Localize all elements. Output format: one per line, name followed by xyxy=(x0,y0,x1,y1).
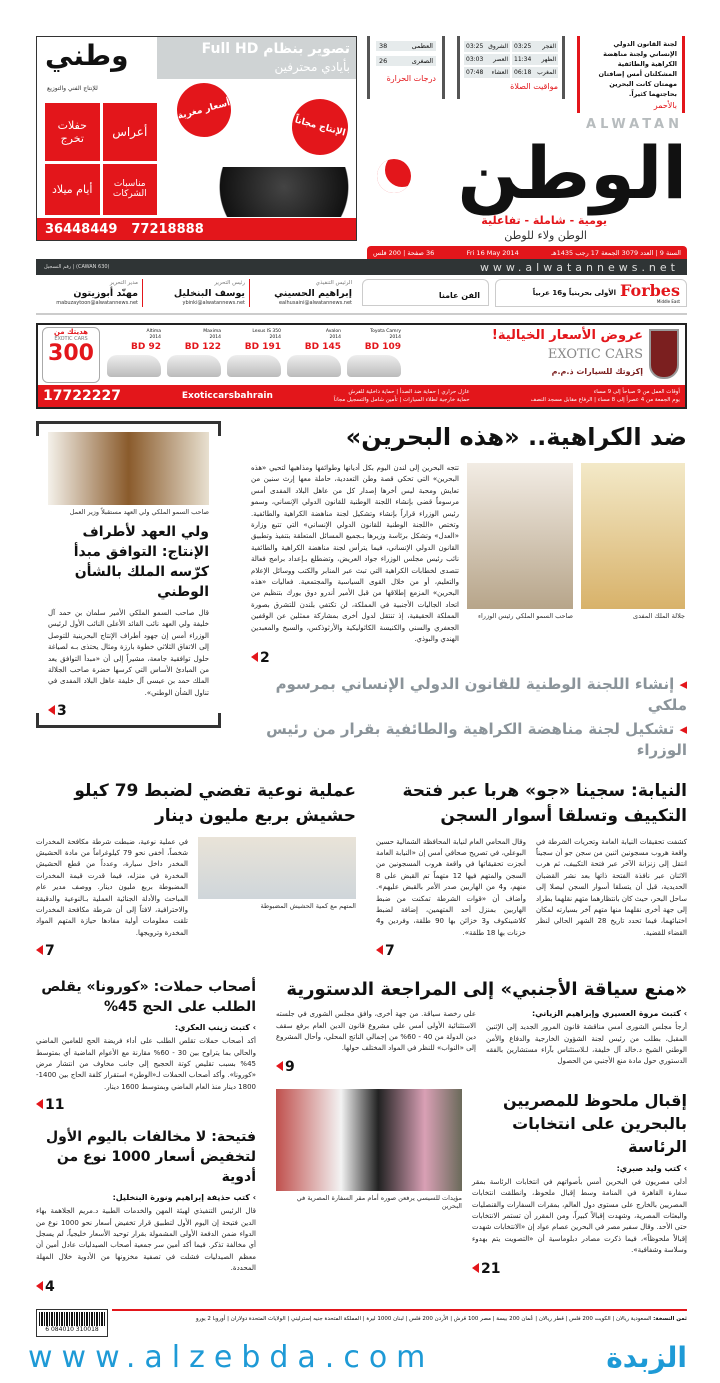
prayer-time: 07:48 xyxy=(466,69,484,76)
drugs-photo xyxy=(198,837,356,899)
prayer-name: الظهر xyxy=(541,56,556,63)
badge-free-text: الإنتاج مجاناً xyxy=(293,115,347,139)
hajj-headline[interactable]: أصحاب حملات: «كورونا» يقلص الطلب على الحج 45% xyxy=(41,979,256,1016)
staff-email[interactable]: mabuzaytoon@alwatannews.net xyxy=(56,300,138,306)
lead-bullet-1: ◂ إنشاء اللجنة الوطنية للقانون الدولي الإنساني بمرسوم ملكي xyxy=(275,674,687,714)
badge-prices xyxy=(171,77,237,143)
staff-role: رئيس التحرير xyxy=(214,280,245,286)
forbes-logo: Forbes xyxy=(620,281,680,300)
teaser-box xyxy=(577,36,685,113)
prison-headline[interactable]: النيابة: سجينا «جو» هربا عبر فتحة التكييف وتسلقا أسوار السجن xyxy=(402,780,687,826)
alfann-text: الفن عامنا xyxy=(438,291,480,300)
staff-member xyxy=(142,279,249,307)
badge-free xyxy=(286,93,355,162)
car-model: Avalon xyxy=(325,329,341,334)
car-price: BD 191 xyxy=(244,342,281,352)
car-model: Lexus IS 350 xyxy=(252,329,281,334)
instagram-handle[interactable]: Exoticcarsbahrain xyxy=(181,391,273,401)
crown-prince-photo xyxy=(48,432,209,505)
medicine-headline[interactable]: فتيحة: لا مخالفات باليوم الأول لتخفيض أسعار 1000 نوع من أدوية xyxy=(46,1129,256,1186)
camera-image xyxy=(182,167,352,217)
gift-box xyxy=(42,327,100,383)
logo-en: ALWATAN xyxy=(586,117,683,132)
car-year: 2014 xyxy=(149,335,161,340)
medicine-page-ref[interactable]: 4 xyxy=(36,1279,55,1295)
tile-2: مناسبات الشركات xyxy=(103,164,158,216)
lead-page-ref[interactable]: 2 xyxy=(251,650,459,666)
services-2: حماية خارجية لطلاء السيارات | تأمين شامل والتسجيل مجاناً xyxy=(333,397,470,403)
drugs-body: في عملية نوعية، ضبطت شرطة مكافحة المخدرات شخصاً، أخفى نحو 79 كيلوغراماً من مادة الحشيش المخدر داخل سيارة، وعدداً من قطع الحشيش المخدرة في منزله، فيما قدرت قيمة المخدرات المضبوطة بربع مليون دينار. ووصف مدير عام المباحث والأدلة الجنائية العملية بـالنوعية والدقيقة والاحترافية، لافتاً إلى أن شرطة مكافحة المخدرات تلقت معلومات أولية مفادها حيازة المتهم المواد المخدرة وترويجها. xyxy=(36,837,188,937)
car-year: 2014 xyxy=(209,335,221,340)
car-advertisement[interactable] xyxy=(36,323,687,409)
max-label: العظمى xyxy=(411,42,433,50)
prison-body-2: وقال المحامي العام لنيابة المحافظة الشمالية حسين البوعلي، في تصريح صحافي أمس إن «النيابة العامة أنجزت تحقيقاتها في واقعة هروب المسجونين من السجن والمتهم فيها 12 متهماً تم القبض على 8 منهم، و4 من الهاربين صدر الأمر بالقبض عليهم». وأضاف أن «قوات الشرطة تمكنت من ضبط الهاربين بمنزل أحد المتهمين، إضافة لضبط كلاشينكوف و3 خزائن بها 90 طلقة، وفردين و4 خزنات بها 18 طلقة». xyxy=(376,837,527,937)
egypt-byline: › كتب وليد صبري: xyxy=(472,1164,687,1173)
price-list xyxy=(112,1315,687,1324)
alfann-promo[interactable] xyxy=(362,279,489,306)
motto: الوطن ولاء للوطن xyxy=(504,229,587,242)
issue-price: 200 فلس xyxy=(373,248,402,257)
medicine-byline: › كتب حذيفة إبراهيم ونورة البنخليل: xyxy=(36,1193,256,1202)
prayer-time-3 xyxy=(464,54,510,65)
staff-member xyxy=(249,279,356,307)
car-image xyxy=(167,355,221,377)
staff-email[interactable]: ybinki@alwatannews.net xyxy=(182,300,245,306)
barcode xyxy=(36,1309,108,1337)
prayer-name: الشروق xyxy=(488,43,508,50)
min-value: 26 xyxy=(379,57,388,65)
crown-prince-box xyxy=(36,421,221,728)
staff-name: مهنّد أبوزيتون xyxy=(73,288,138,299)
car-offer xyxy=(104,329,164,385)
gift-value: 300 xyxy=(48,341,94,366)
footer xyxy=(36,1309,687,1337)
egypt-page-ref[interactable]: 21 xyxy=(472,1261,687,1277)
prayer-time: 11:34 xyxy=(514,56,532,63)
car-image xyxy=(347,355,401,377)
masthead xyxy=(36,36,687,259)
car-list xyxy=(104,329,404,385)
staff-list xyxy=(36,279,356,307)
driving-byline: › كتبت مروة العسيري وإبراهيم الزياني: xyxy=(486,1009,687,1018)
car-offer xyxy=(164,329,224,385)
gift-brand: EXOTIC CARS xyxy=(54,336,88,342)
car-brand-ar: إكزوتك للسيارات ذ.م.م xyxy=(551,367,643,376)
prison-page-ref[interactable]: 7 xyxy=(376,943,526,959)
watermark-url: www.alzebda.com xyxy=(28,1339,435,1375)
driving-body-2: على رخصة سياقة. من جهة أخرى، وافق مجلس الشورى في جلسته الاستثنائية الأولى أمس على مشروع قانون الدين العام برفع سقف دين الدولة من 40 - 60% من إجمالي الناتج المحلي، وأحال المشروع إلى «النواب» للنظر في المواد المختلف حولها. xyxy=(276,1010,476,1053)
prayer-time: 03:25 xyxy=(514,43,532,50)
crown-prince-headline[interactable]: ولي العهد لأطراف الإنتاج: التوافق مبدأ كرّسه الملك بالشأن الوطني xyxy=(73,524,209,600)
staff-role: الرئيس التنفيذي xyxy=(315,280,352,286)
driving-page-ref[interactable]: 9 xyxy=(276,1059,476,1075)
hours-1: أوقات العمل من 9 صباحاً إلى 9 مساء xyxy=(593,389,680,395)
price-label: ثمن النسخة: xyxy=(653,1315,687,1322)
car-price: BD 145 xyxy=(304,342,341,352)
driving-story xyxy=(276,977,687,1075)
hajj-page-ref[interactable]: 11 xyxy=(36,1097,64,1113)
prayer-name: العشاء xyxy=(491,69,508,76)
car-model: Maxima xyxy=(203,329,221,334)
staff-name: يوسف البنخليل xyxy=(173,288,245,299)
medicine-body: قال الرئيس التنفيذي لهيئة المهن والخدمات الطبية د.مريم الجلاهمة بهاء الدين فتيحة إن اليوم الأول لتطبيق قرار تخفيض أسعار نحو 1000 نوع من الدواء ضمن الدفعة الأولى المشمولة بقرار توحيد الأسعار خليجياً، لم يسجل أي مخالفة تذكر. فيما أكد أمين سر جمعية أصحاب الصيدليات عادل أمين أن معظم الصيدليات فشلت في تصفية مخزونها من الأدوية خلال المهلة المحددة. xyxy=(36,1207,256,1273)
drugs-page-ref[interactable]: 7 xyxy=(36,943,188,959)
prison-body-1: كشفت تحقيقات النيابة العامة وتحريات الشرطة في واقعة هروب مسجونين اثنين من سجن جو أن سجيناً انتقل إلى زنزانة الآخر عبر فتحة التكييف، ثم هرب الاثنان عبر نافذة الفتحة ذاتها بعد نشر القضبان الحديدية، قبل أن يتسلقا أسوار السجن ليصلا إلى ساحل البحر، حيث كان بانتظارهما متهم نقلهما بطراد إلى جهة أخرى نقلهما منها متهم آخر بسيارته لمكان اختبائهما، فيما تحدد تاريخ 28 الشهر الحالي لنظر القضاء للقضية. xyxy=(536,837,688,937)
pm-photo xyxy=(467,463,573,609)
min-label: الصغرى xyxy=(411,57,433,65)
temperature-box xyxy=(367,36,445,99)
ad-phone-bar xyxy=(37,218,356,240)
barcode-number: 6 084010 310018 xyxy=(45,1325,99,1333)
car-phone: 17722227 xyxy=(43,388,121,404)
lead-bullet-1-text: إنشاء اللجنة الوطنية للقانون الدولي الإنساني بمرسوم ملكي xyxy=(275,674,687,714)
car-price: BD 122 xyxy=(184,342,221,352)
crown-prince-caption: صاحب السمو الملكي ولي العهد مستقبلاً وزير العمل xyxy=(69,508,209,516)
logo-red-crescent xyxy=(377,159,411,193)
car-offer xyxy=(344,329,404,385)
prayer-time-2 xyxy=(512,54,558,65)
forbes-sub: Middle East xyxy=(656,299,680,304)
car-headline: عروض الأسعار الخيالية! xyxy=(491,328,643,343)
temperature-title: درجات الحرارة xyxy=(386,74,436,83)
staff-role: مدير التحرير xyxy=(109,280,138,286)
prayer-time: 06:18 xyxy=(514,69,532,76)
hours-2: يوم الجمعة من 4 عصراً إلى 8 مساء | الرفاع مقابل مسجد النصف xyxy=(530,397,680,403)
max-value: 38 xyxy=(379,42,388,50)
staff-email[interactable]: ealhusaini@alwatannews.net xyxy=(278,300,352,306)
prayer-time-4 xyxy=(512,67,558,78)
ad-brand-sub: للإنتاج الفني والتوزيع xyxy=(47,85,98,92)
landline-phone: 77218888 xyxy=(131,221,204,237)
car-offer xyxy=(284,329,344,385)
registration: رقم التسجيل | (CAWAN 630) xyxy=(44,264,110,270)
info-boxes xyxy=(367,36,687,113)
services-1: عازل حراري | حماية ضد الصدأ | حماية داخلية للفرش xyxy=(348,389,470,395)
hajj-story xyxy=(36,977,256,1113)
king-caption: جلالة الملك المفدى xyxy=(633,612,685,620)
forbes-text: الأولى بحرينياً و16 عربياً xyxy=(532,288,617,297)
medicine-story xyxy=(36,1127,256,1294)
car-year: 2014 xyxy=(269,335,281,340)
ad-subline: بأيادي محترفين xyxy=(274,60,350,74)
issue-pages: 36 صفحة xyxy=(407,248,435,257)
staff-member xyxy=(36,279,142,307)
crown-prince-page-ref[interactable]: 3 xyxy=(48,703,67,719)
issue-number: العدد 3079 الجمعة 17 رجب 1435هـ xyxy=(551,248,654,257)
teaser-label[interactable]: بالأحمر xyxy=(653,101,677,110)
car-ad-footer xyxy=(38,385,685,407)
teaser-text: لجنة القانون الدولي الإنساني ولجنة مناهضة الكراهية والطائفية المشكلتان أمس إضافتان مهمتان كانت البحرين بحاجتهما كثيراً. xyxy=(598,40,677,98)
forbes-promo[interactable] xyxy=(495,279,687,307)
gift-label: هديتك من xyxy=(54,328,88,336)
egypt-body: أدلى مصريون في البحرين أمس بأصواتهم في انتخابات الرئاسة بمقر سفارة القاهرة في المنامة وسط إقبال ملحوظ، وانطلقت انتخابات المصريين بالخارج على مستوى دول العالم، بمقرات السفارات والقنصليات والبعثات المصرية، وشهدت إقبالاً كبيراً، ومن المقرر أن تستمر الانتخابات حتى الأحد. وقال سفير مصر في البحرين عصام عواد إن «الانتخابات شهدت إقبالاً ملحوظاً»، فيما ذكرت مصادر دبلوماسية أن «التصويت يتم بهدوء وسلاسة وشفافية». xyxy=(472,1177,687,1255)
prayer-name: العصر xyxy=(493,56,508,63)
car-price: BD 109 xyxy=(364,342,401,352)
lead-body: تتجه البحرين إلى لندن اليوم بكل أديانها وطوائفها ومذاهبها لتحيي «هذه البحرين» التي تحكي قصة وطن التعددية، حاملة معها إرث سنين من تعايش ومحبة ليس أخرها إصدار كل من عاهل البلاد المفدى أمس مرسوماً قضى بإنشاء اللجنة الوطنية للقانون الدولي الإنساني، وسمو رئيس الوزراء قراراً بإنشاء وتشكيل لجنة مناهضة الكراهية والطائفية. وتختص «اللجنة الوطنية للقانون الدولي الإنساني» التي تتبع وزارة «العدل» وتشكل برئاسة وزيرها بـجميع المسائل المتعلقة بتنفيذ وتطبيق القانون الدولي الإنساني، فيما يترأس لجنة مناهضة الكراهية والطائفية نائب رئيس مجلس الوزراء جواد العريض، وتضطلع بـإعداد برامج فعالة تتصدى لخطابات الكراهية التي تبث عبر المنابر والكتب ووسائل الإعلام والتعليم، أو من خلال القوى السياسية والمجتمعية. فعاليات «هذه البحرين» المزمع إطلاقها من قبل الأمير أندرو دوق يورك بتنظيم من اتحاد الجاليات الأجنبية في المملكة، لن تكتفي بلندن للتشرق بصورة المملكة الحقيقية، إذ تنتقل لدول أخرى بمشاركة ممثلين عن الوقفين الجعفري والسني والكنيسة الكاثوليكية والأرثوذكس، والسيخ والمعبدين الهندي والبوذي. xyxy=(251,464,459,644)
lead-headline[interactable]: ضد الكراهية.. «هذه البحرين» xyxy=(345,423,687,451)
egypt-story xyxy=(276,1089,687,1277)
tile-3: أيام ميلاد xyxy=(45,164,100,216)
prayer-time: 03:25 xyxy=(466,43,484,50)
issue-year: السنة 9 xyxy=(659,248,681,257)
top-advertisement[interactable] xyxy=(36,36,357,241)
prison-story xyxy=(376,779,687,960)
badge-prices-text: أسعار مغرية xyxy=(176,98,232,122)
ad-tiles xyxy=(45,103,157,215)
tile-1: حفلات تخرج xyxy=(45,103,100,161)
king-photo xyxy=(581,463,685,609)
prayer-times-box xyxy=(457,36,565,99)
prayer-time-5 xyxy=(464,67,510,78)
car-model: Altima xyxy=(146,329,161,334)
hajj-byline: › كتبت زينب العكري: xyxy=(36,1023,256,1032)
drugs-story xyxy=(36,779,356,960)
exotic-logo xyxy=(649,329,679,379)
car-year: 2014 xyxy=(329,335,341,340)
prayer-time: 03:03 xyxy=(466,56,484,63)
lead-bullet-2-text: تشكيل لجنة مناهضة الكراهية والطائفية بقرار من رئيس الوزراء xyxy=(266,719,687,759)
egypt-photo xyxy=(276,1089,462,1191)
pm-caption: صاحب السمو الملكي رئيس الوزراء xyxy=(477,612,573,620)
driving-headline[interactable]: «منع سياقة الأجنبي» إلى المراجعة الدستورية xyxy=(286,979,687,1001)
car-offer xyxy=(224,329,284,385)
price-values: السعودية ريالان | الكويت 200 فلس | قطر ريالان | عُمان 200 بيسة | مصر 100 قرش | الأردن 200 فلس | لبنان 1000 ليرة | المملكة المتحدة جنيه إسترليني | الولايات المتحدة دولاران | أوروبا 2 يورو xyxy=(195,1315,652,1322)
staff-name: إبراهيم الحسيني xyxy=(274,288,352,299)
drugs-caption: المتهم مع كمية الحشيش المضبوطة xyxy=(260,901,356,910)
ad-headline: تصوير بنظام Full HD xyxy=(201,41,350,57)
website-link[interactable]: www.alwatannews.net xyxy=(479,260,679,274)
tile-0: أعراس xyxy=(103,103,158,161)
lead-bullet-2: ◂ تشكيل لجنة مناهضة الكراهية والطائفية بقرار من رئيس الوزراء xyxy=(266,719,687,759)
hajj-body: أكد أصحاب حملات تقلص الطلب على أداء فريضة الحج للعامين الماضي والحالي بما يتراوح بين 30 - 60% مقارنة مع الأعوام الماضية أي بمتوسط 45% بسبب تقليص كوتة الحجيج إلى جانب مخاوف من انتشار مرض «كورونا». وأكد أصحاب الحملات لـ«الوطن» استقرار كلفة الحاج بين 1400-1800 دينار منذ العام الماضي وبمتوسط 1600 دينار. xyxy=(36,1037,256,1091)
car-image xyxy=(287,355,341,377)
car-brand: EXOTIC CARS xyxy=(547,347,643,362)
prayer-name: المغرب xyxy=(537,69,556,76)
newspaper-logo: الوطن xyxy=(457,131,687,215)
prayer-name: الفجر xyxy=(542,43,556,50)
website-bar xyxy=(36,259,687,275)
prayer-time-1 xyxy=(464,41,510,52)
car-image xyxy=(227,355,281,377)
driving-body-1: أرجأ مجلس الشورى أمس مناقشة قانون المرور الجديد إلى الإثنين المقبل، بطلب من رئيس لجنة الشؤون الخارجية والدفاع والأمن الوطني الشيخ د.خالد آل خليفة، لـلاستئناس بآراء مستشارين بالفقه الدستوري حول مادة منع الأجنبي من الحصول xyxy=(486,1023,687,1066)
drugs-headline[interactable]: عملية نوعية تفضي لضبط 79 كيلو حشيش بربع مليون دينار xyxy=(74,780,356,826)
issue-bar: السنة 9 | العدد 3079 الجمعة 17 رجب 1435هـ Fri 16 May 2014 36 صفحة | 200 فلس xyxy=(367,246,687,259)
prayer-time-0 xyxy=(512,41,558,52)
car-image xyxy=(107,355,161,377)
mobile-phone: 36448449 xyxy=(45,221,118,237)
car-year: 2014 xyxy=(389,335,401,340)
divider xyxy=(36,313,687,315)
watermark-logo: الزبدة xyxy=(606,1340,687,1374)
lead-story xyxy=(251,421,687,761)
prayer-title: مواقيت الصلاة xyxy=(510,82,558,91)
egypt-caption: مؤيدات للسيسي يرفعن صوره أمام مقر السفارة المصرية في البحرين xyxy=(296,1193,462,1210)
ad-brand-logo: وطني xyxy=(45,39,129,72)
crown-prince-body: قال صاحب السمو الملكي الأمير سلمان بن حمد آل خليفة ولي العهد نائب القائد الأعلى النائب الأول لرئيس الوزراء أمس إن جهود أطراف الإنتاج البحرينية للتوصل إلى الاتفاق الثلاثي خطوة بارزة ومثال يحتذى بـه لصياغة حلول توافقية جامعة، مشيراً إلى أن «مبدأ التوافق يعد من المبادئ الأساس التي كرسها حضرة صاحب الجلالة الملك حمد بن عيسى آل خليفة عاهل البلاد المفدى في تناول الشأن الوطني». xyxy=(48,609,209,697)
issue-date-en: Fri 16 May 2014 xyxy=(466,248,519,257)
car-price: BD 92 xyxy=(131,342,161,352)
car-model: Toyota Camry xyxy=(370,329,401,334)
masthead-right xyxy=(367,36,687,259)
egypt-headline[interactable]: إقبال ملحوظ للمصريين بالبحرين على انتخابات الرئاسة xyxy=(502,1090,687,1156)
tagline: يومية - شاملة - تفاعلية xyxy=(481,214,607,227)
